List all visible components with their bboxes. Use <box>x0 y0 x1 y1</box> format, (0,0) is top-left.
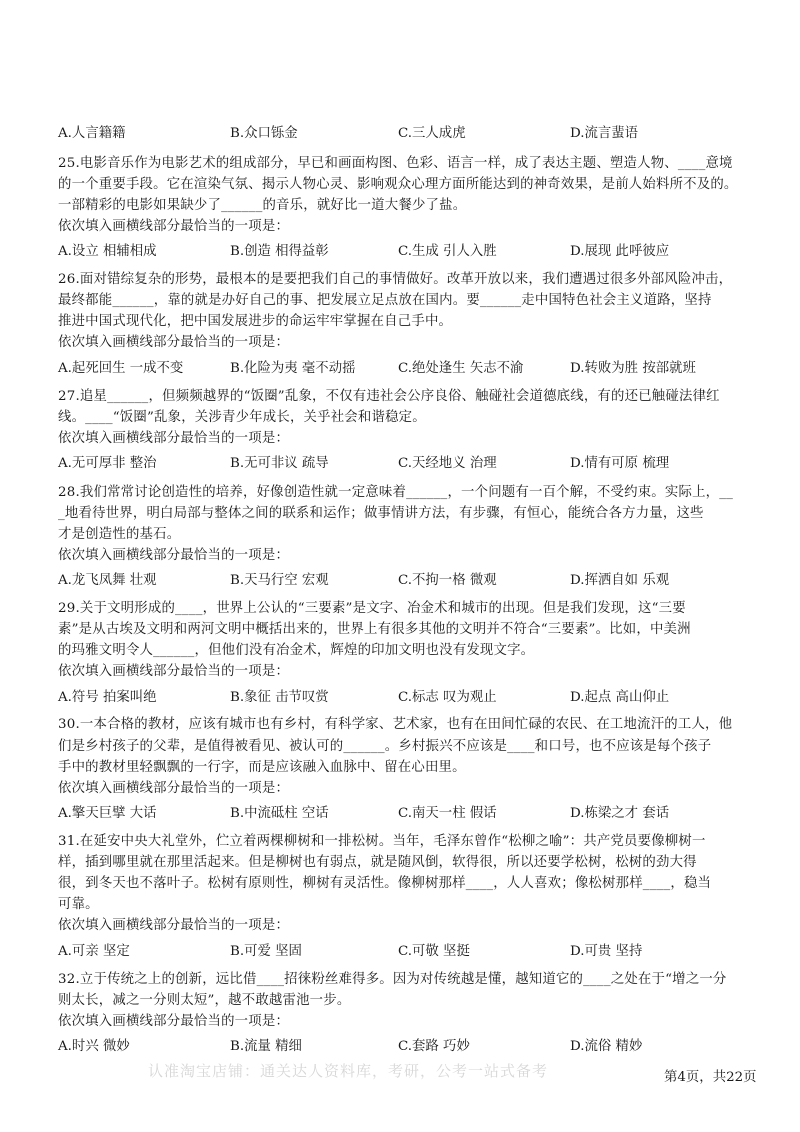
q24-option-a[interactable]: A.人言籍籍 <box>58 126 126 141</box>
q32-text-line: 则太长，减之一分则太短”，越不敢越雷池一步。 <box>58 993 351 1008</box>
q26-prompt: 依次填入画横线部分最恰当的一项是： <box>58 335 290 350</box>
q30-prompt: 依次填入画横线部分最恰当的一项是： <box>58 781 290 796</box>
q31-prompt: 依次填入画横线部分最恰当的一项是： <box>58 918 290 933</box>
q27-option-c[interactable]: C.天经地义 治理 <box>398 456 497 471</box>
q30-options <box>58 802 778 822</box>
q28-text-line: _地看待世界，明白局部与整体之间的联系和运作；做事情讲方法，有步骤，有恒心，能统合各方力量，这些 <box>58 506 704 521</box>
q26-option-d[interactable]: D.转败为胜 按部就班 <box>570 361 696 376</box>
q30-option-d[interactable]: D.栋梁之才 套话 <box>570 806 670 821</box>
q24-option-b[interactable]: B.众口铄金 <box>230 126 298 141</box>
q29-text-line: 的玛雅文明令人______，但他们没有冶金术，辉煌的印加文明也没有发现文字。 <box>58 643 535 658</box>
q32-option-b[interactable]: B.流量 精细 <box>230 1039 302 1054</box>
q27-prompt: 依次填入画横线部分最恰当的一项是： <box>58 431 290 446</box>
q26-option-b[interactable]: B.化险为夷 毫不动摇 <box>230 361 356 376</box>
q26-option-c[interactable]: C.绝处逢生 矢志不渝 <box>398 361 524 376</box>
q29-option-c[interactable]: C.标志 叹为观止 <box>398 690 497 705</box>
q31-options <box>58 940 778 960</box>
q25-option-d[interactable]: D.展现 此呼彼应 <box>570 244 670 259</box>
q25-text-line: 一部精彩的电影如果缺少了______的音乐，就好比一道大餐少了盐。 <box>58 198 467 213</box>
q28-option-a[interactable]: A.龙飞凤舞 壮观 <box>58 573 157 588</box>
q29-option-b[interactable]: B.象征 击节叹赏 <box>230 690 329 705</box>
q30-option-a[interactable]: A.擎天巨擘 大话 <box>58 806 157 821</box>
q27-option-a[interactable]: A.无可厚非 整治 <box>58 456 157 471</box>
q27-option-b[interactable]: B.无可非议 疏导 <box>230 456 329 471</box>
q24-option-c[interactable]: C.三人成虎 <box>398 126 466 141</box>
q32-options <box>58 1035 778 1055</box>
q30-text-line: 们是乡村孩子的父辈，是值得被看见、被认可的______。乡村振兴不应该是____和口号，也不应该是每个孩子 <box>58 739 712 754</box>
q26-text-line: 推进中国式现代化，把中国发展进步的命运牢牢掌握在自己手中。 <box>58 314 453 329</box>
q31-text-line: 很，到冬天也不落叶子。松树有原则性，柳树有灵活性。像柳树那样____，人人喜欢；像松树那样____，稳当 <box>58 876 712 891</box>
q29-option-a[interactable]: A.符号 拍案叫绝 <box>58 690 157 705</box>
q32-option-d[interactable]: D.流俗 精妙 <box>570 1039 643 1054</box>
q28-prompt: 依次填入画横线部分最恰当的一项是： <box>58 548 290 563</box>
q24-options <box>58 122 778 142</box>
q28-option-d[interactable]: D.挥洒自如 乐观 <box>570 573 670 588</box>
q25-option-c[interactable]: C.生成 引人入胜 <box>398 244 497 259</box>
q32-prompt: 依次填入画横线部分最恰当的一项是： <box>58 1014 290 1029</box>
q26-options <box>58 357 778 377</box>
q25-option-b[interactable]: B.创造 相得益彰 <box>230 244 329 259</box>
q31-text-line: 31.在延安中央大礼堂外，伫立着两棵柳树和一排松树。当年，毛泽东曾作“松柳之喻”：共产党员要像柳树一 <box>58 834 706 849</box>
q30-option-b[interactable]: B.中流砥柱 空话 <box>230 806 329 821</box>
q30-text-line: 30.一本合格的教材，应该有城市也有乡村，有科学家、艺术家，也有在田间忙碌的农民、在工地流汗的工人，他 <box>58 717 733 732</box>
q31-option-a[interactable]: A.可亲 坚定 <box>58 944 130 959</box>
q26-option-a[interactable]: A.起死回生 一成不变 <box>58 361 184 376</box>
q25-prompt: 依次填入画横线部分最恰当的一项是： <box>58 219 290 234</box>
q29-options <box>58 686 778 706</box>
q28-option-b[interactable]: B.天马行空 宏观 <box>230 573 329 588</box>
q25-options <box>58 240 778 260</box>
q28-text-line: 才是创造性的基石。 <box>58 527 181 542</box>
q27-text-line: 线。____“饭圈”乱象，关涉青少年成长，关乎社会和谐稳定。 <box>58 410 426 425</box>
q25-text-line: 的一个重要手段。它在渲染气氛、揭示人物心灵、影响观众心理方面所能达到的神奇效果，是前人始料所不及的。 <box>58 177 738 192</box>
watermark: 认准淘宝店铺：通关达人资料库，考研，公考一站式备考 <box>148 1062 549 1080</box>
q29-option-d[interactable]: D.起点 高山仰止 <box>570 690 670 705</box>
q28-option-c[interactable]: C.不拘一格 微观 <box>398 573 497 588</box>
q32-option-a[interactable]: A.时兴 微妙 <box>58 1039 130 1054</box>
q31-option-d[interactable]: D.可贵 坚持 <box>570 944 643 959</box>
q29-prompt: 依次填入画横线部分最恰当的一项是： <box>58 664 290 679</box>
q31-option-c[interactable]: C.可敬 坚挺 <box>398 944 470 959</box>
q30-text-line: 手中的教材里轻飘飘的一行字，而是应该融入血脉中、留在心田里。 <box>58 760 466 775</box>
q31-option-b[interactable]: B.可爱 坚固 <box>230 944 302 959</box>
q29-text-line: 素”是从古埃及文明和两河文明中概括出来的，世界上有很多其他的文明并不符合“三要素”。比如，中美洲 <box>58 622 691 637</box>
q28-options <box>58 569 778 589</box>
page-number: 第4页，共22页 <box>664 1070 757 1085</box>
q24-option-d[interactable]: D.流言蜚语 <box>570 126 639 141</box>
q26-text-line: 最终都能______，靠的就是办好自己的事、把发展立足点放在国内。要______走中国特色社会主义道路，坚持 <box>58 293 712 308</box>
q29-text-line: 29.关于文明形成的____，世界上公认的“三要素”是文字、冶金术和城市的出现。但是我们发现，这“三要 <box>58 601 686 616</box>
q27-text-line: 27.追星______，但频频越界的“饭圈”乱象，不仅有违社会公序良俗、触碰社会道德底线，有的还已触碰法律红 <box>58 389 720 404</box>
q30-option-c[interactable]: C.南天一柱 假话 <box>398 806 497 821</box>
q27-options <box>58 452 778 472</box>
q31-text-line: 可靠。 <box>58 897 99 912</box>
q31-text-line: 样，插到哪里就在那里活起来。但是柳树也有弱点，就是随风倒，软得很，所以还要学松树，松树的劲大得 <box>58 855 697 870</box>
q25-option-a[interactable]: A.设立 相辅相成 <box>58 244 157 259</box>
q27-option-d[interactable]: D.情有可原 梳理 <box>570 456 670 471</box>
q28-text-line: 28.我们常常讨论创造性的培养，好像创造性就一定意味着______，一个问题有一百个解，不受约束。实际上，__ <box>58 485 734 500</box>
q26-text-line: 26.面对错综复杂的形势，最根本的是要把我们自己的事情做好。改革开放以来，我们遭遇过很多外部风险冲击， <box>58 272 733 287</box>
q32-text-line: 32.立于传统之上的创新，远比借____招徕粉丝难得多。因为对传统越是懂，越知道它的____之处在于“增之一分 <box>58 972 727 987</box>
q25-text-line: 25.电影音乐作为电影艺术的组成部分，早已和画面构图、色彩、语言一样，成了表达主题、塑造人物、____意境 <box>58 156 733 171</box>
q32-option-c[interactable]: C.套路 巧妙 <box>398 1039 470 1054</box>
